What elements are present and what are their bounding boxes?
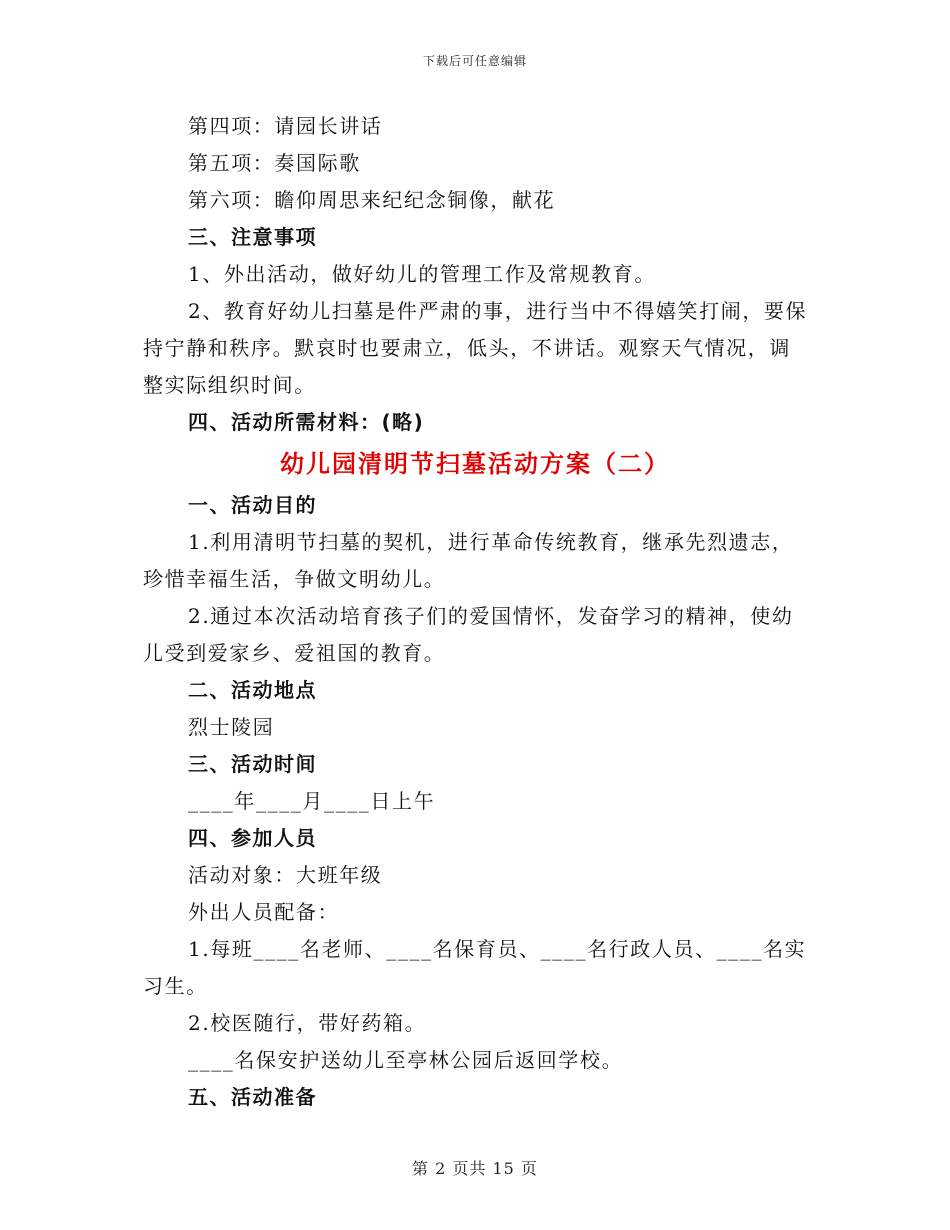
paragraph-line: 第六项：瞻仰周思来纪纪念铜像，献花 [188,188,556,212]
page-footer: 第 2 页共 15 页 [412,1159,538,1178]
paragraph-line: 第四项：请园长讲话 [188,114,383,138]
paragraph-line: 2、教育好幼儿扫墓是件严肃的事，进行当中不得嬉笑打闹，要保 [188,299,808,323]
paragraph-line: 2.校医随行，带好药箱。 [188,1011,427,1035]
section-heading: 五、活动准备 [188,1085,317,1109]
section-heading: 三、活动时间 [188,752,317,776]
document-title: 幼儿园清明节扫墓活动方案（二） [280,450,670,478]
paragraph-line: 持宁静和秩序。默哀时也要肃立，低头，不讲话。观察天气情况，调 [143,336,791,360]
section-heading: 四、活动所需材料：(略) [188,410,425,434]
paragraph-line: 活动对象：大班年级 [188,863,383,887]
paragraph-line: 整实际组织时间。 [143,373,316,397]
paragraph-line: 烈士陵园 [188,715,275,739]
paragraph-line: 1.每班____名老师、____名保育员、____名行政人员、____名实 [188,937,807,961]
page-header: 下载后可任意编辑 [422,54,527,68]
document-body [143,108,807,1116]
paragraph-line: 1、外出活动，做好幼儿的管理工作及常规教育。 [188,262,656,286]
paragraph-line: 珍惜幸福生活，争做文明幼儿。 [143,567,446,591]
paragraph-line: 第五项：奏国际歌 [188,151,361,175]
section-heading: 三、注意事项 [188,225,317,249]
paragraph-line: 1.利用清明节扫墓的契机，进行革命传统教育，继承先烈遗志， [188,530,794,554]
paragraph-line: 2.通过本次活动培育孩子们的爱国情怀，发奋学习的精神，使幼 [188,604,794,628]
paragraph-line: ____年____月____日上午 [188,789,436,813]
paragraph-line: 习生。 [143,974,208,998]
paragraph-line: ____名保安护送幼儿至亭林公园后返回学校。 [188,1048,624,1072]
section-heading: 二、活动地点 [188,678,317,702]
paragraph-line: 外出人员配备： [188,900,340,924]
section-heading: 一、活动目的 [188,493,317,517]
paragraph-line: 儿受到爱家乡、爱祖国的教育。 [143,641,446,665]
section-heading: 四、参加人员 [188,826,317,850]
